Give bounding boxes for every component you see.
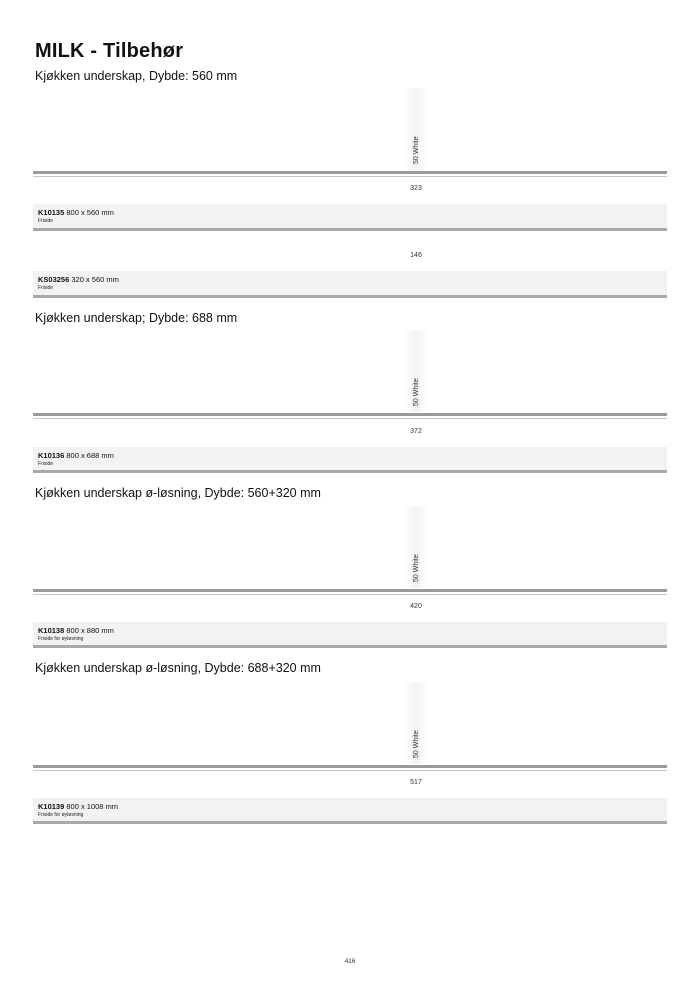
- product-code-size: [38, 275, 119, 284]
- column-header-label: 50 White: [413, 136, 420, 164]
- product-size: 800 x 688 mm: [64, 451, 114, 460]
- column-header-color: [404, 682, 428, 764]
- price-cell: 372: [410, 428, 422, 435]
- section-heading-560-320: Kjøkken underskap ø-løsning, Dybde: 560+320 mm: [35, 486, 321, 500]
- product-size: 800 x 880 mm: [64, 626, 114, 635]
- product-size: 800 x 1008 mm: [64, 802, 119, 811]
- product-description: Friside: [38, 218, 54, 224]
- product-code: KS03256: [38, 275, 70, 284]
- product-code: K10138: [38, 626, 65, 635]
- price-cell: 146: [410, 252, 422, 259]
- product-code: K10135: [38, 208, 65, 217]
- section-heading-688-320: Kjøkken underskap ø-løsning, Dybde: 688+320 mm: [35, 661, 321, 675]
- product-row: [33, 447, 667, 471]
- section-divider: [33, 589, 667, 592]
- product-row: [33, 204, 667, 228]
- section-divider-thin: [33, 418, 667, 419]
- product-code-size: [38, 802, 118, 811]
- product-code: K10139: [38, 802, 65, 811]
- column-header-label: 50 White: [413, 554, 420, 582]
- column-header-color: [404, 506, 428, 588]
- row-divider: [33, 645, 667, 648]
- price-cell: 517: [410, 779, 422, 786]
- column-header-color: [404, 330, 428, 412]
- price-cell: 420: [410, 603, 422, 610]
- product-code-size: [38, 451, 114, 460]
- section-divider-thin: [33, 176, 667, 177]
- page-title: MILK - Tilbehør: [35, 40, 184, 62]
- page-number: 416: [344, 958, 356, 965]
- product-code-size: [38, 208, 114, 217]
- section-divider-thin: [33, 770, 667, 771]
- section-divider: [33, 413, 667, 416]
- row-divider: [33, 821, 667, 824]
- product-size: 800 x 560 mm: [64, 208, 114, 217]
- product-description: Friside: [38, 285, 54, 291]
- section-heading-688: Kjøkken underskap; Dybde: 688 mm: [35, 311, 238, 325]
- column-header-label: 50 White: [413, 730, 420, 758]
- product-row: [33, 271, 667, 295]
- product-description: Friside for øyløsning: [38, 812, 84, 818]
- column-header-color: [404, 88, 428, 170]
- row-divider: [33, 228, 667, 231]
- product-description: Friside for øyløsning: [38, 636, 84, 642]
- product-code: K10136: [38, 451, 65, 460]
- column-header-label: 50 White: [413, 378, 420, 406]
- price-cell: 323: [410, 185, 422, 192]
- section-divider-thin: [33, 594, 667, 595]
- product-code-size: [38, 626, 114, 635]
- row-divider: [33, 295, 667, 298]
- section-divider: [33, 765, 667, 768]
- section-divider: [33, 171, 667, 174]
- product-size: 320 x 560 mm: [69, 275, 119, 284]
- product-row: [33, 798, 667, 822]
- product-description: Friside: [38, 461, 54, 467]
- row-divider: [33, 470, 667, 473]
- section-heading-560: Kjøkken underskap, Dybde: 560 mm: [35, 69, 238, 83]
- product-row: [33, 622, 667, 646]
